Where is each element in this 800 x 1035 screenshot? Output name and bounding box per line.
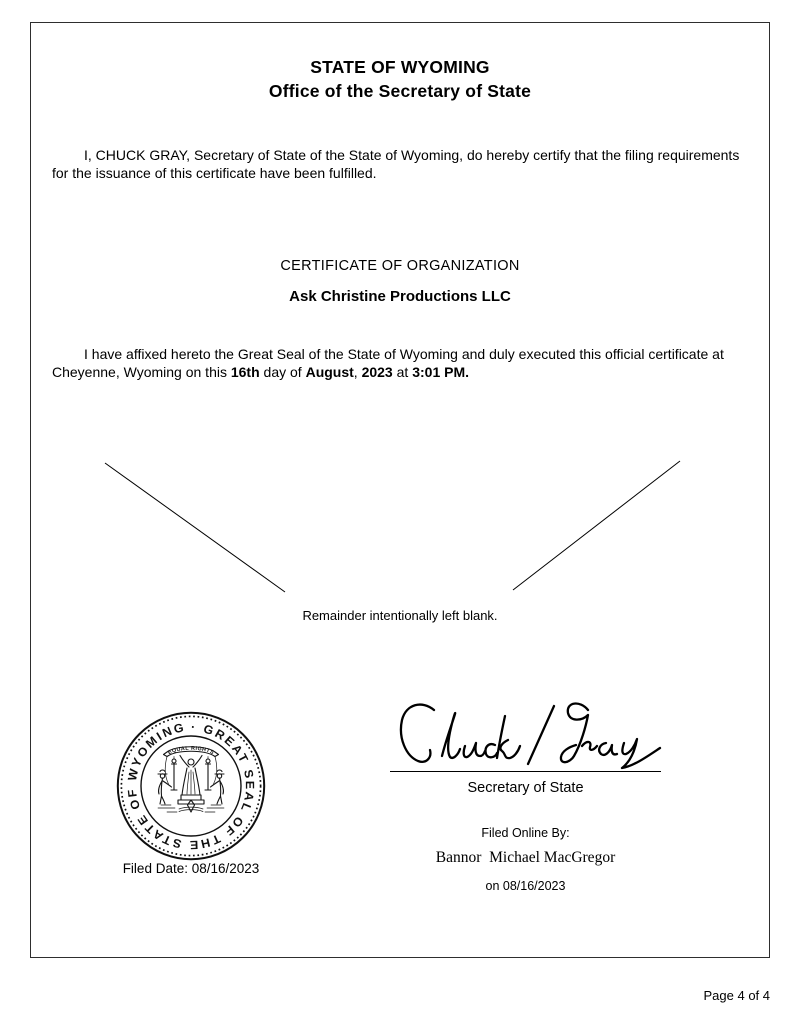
signature-image <box>392 698 664 778</box>
left-diagonal-line <box>105 463 285 592</box>
filed-date-label: Filed Date: 08/16/2023 <box>122 861 260 876</box>
seal-bottom-shield <box>158 800 224 812</box>
certify-paragraph: I, CHUCK GRAY, Secretary of State of the State of Wyoming, do hereby certify that the filing requirements for the issuance of this certificate have been fulfilled. <box>52 147 740 181</box>
affixed-mid2: , <box>353 363 362 380</box>
filer-name: Bannor Michael MacGregor <box>435 849 616 866</box>
page-number: Page 4 of 4 <box>703 988 770 1003</box>
signature-stroke-chuck <box>401 705 520 762</box>
affixed-time: 3:01 PM. <box>412 363 470 380</box>
document-header <box>30 56 770 103</box>
wyoming-great-seal-icon <box>114 709 268 863</box>
right-diagonal-line <box>513 461 680 590</box>
seal-ring-text: · GREAT SEAL OF THE STATE OF WYOMING <box>124 719 257 853</box>
fold-lines-graphic <box>0 455 800 600</box>
document-subtitle: Office of the Secretary of State <box>268 80 532 101</box>
filed-on-date: on 08/16/2023 <box>485 879 566 893</box>
affixed-day: 16th <box>230 363 260 380</box>
seal-right-figure <box>211 770 225 804</box>
signature-stroke-slash <box>528 706 554 764</box>
affixed-mid1: day of <box>259 363 306 380</box>
document-title: STATE OF WYOMING <box>310 57 490 77</box>
filed-online-label: Filed Online By: <box>481 826 570 840</box>
remainder-note: Remainder intentionally left blank. <box>302 608 498 623</box>
seal-banner-text: EQUAL RIGHTS <box>167 745 215 757</box>
seal-central-figure <box>180 756 202 796</box>
affixed-lead: I have affixed hereto the Great Seal of the State of Wyoming and duly executed this official certificate at Cheyenne, Wyoming on this <box>52 346 724 380</box>
seal-left-figure <box>158 770 172 804</box>
affixed-paragraph <box>52 346 750 381</box>
signature-rule <box>390 771 661 772</box>
certificate-heading: CERTIFICATE OF ORGANIZATION <box>280 258 520 274</box>
secretary-title: Secretary of State <box>467 780 584 796</box>
entity-name: Ask Christine Productions LLC <box>289 288 511 305</box>
affixed-month: August <box>305 363 354 380</box>
affixed-year: 2023 <box>361 363 393 380</box>
signature-stroke-gray <box>561 704 660 768</box>
affixed-mid3: at <box>392 363 413 380</box>
